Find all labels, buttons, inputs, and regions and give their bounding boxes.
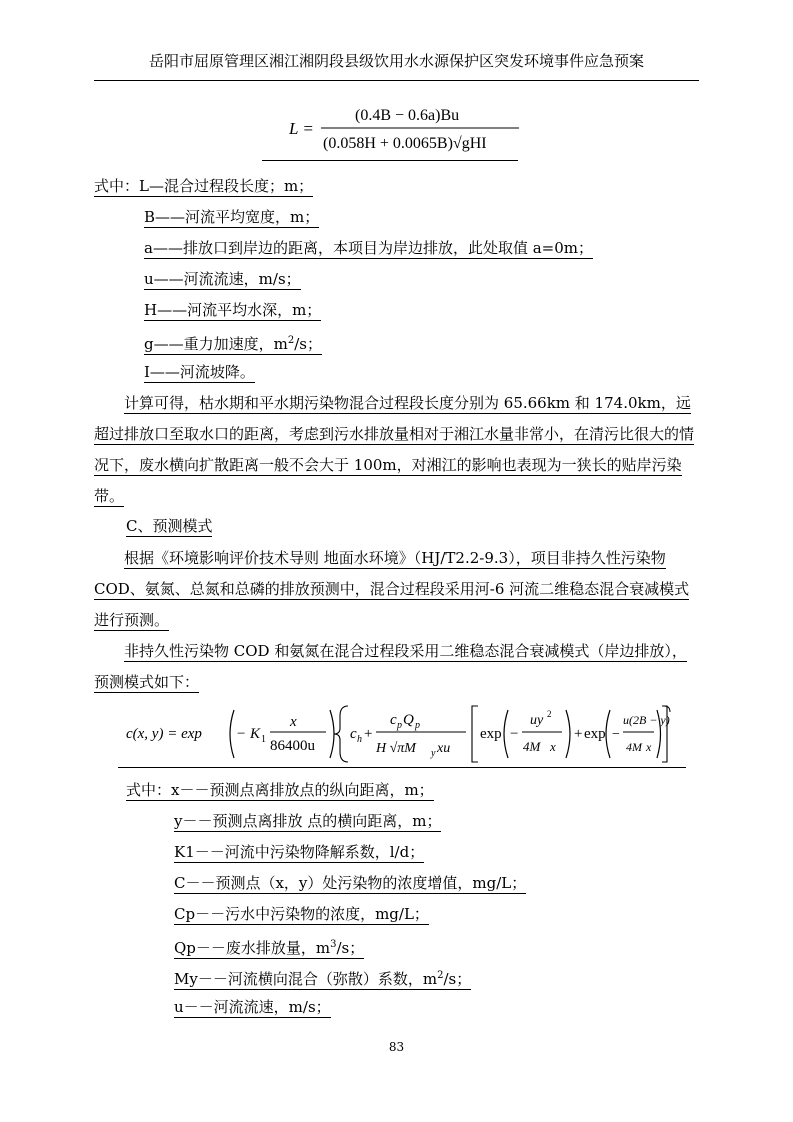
formula-L-lhs: L = <box>289 119 314 138</box>
def-K1: K1－－河流中污染物降解系数，l/d； <box>174 843 425 861</box>
paragraph-mixing-result-text: 计算可得，枯水期和平水期污染物混合过程段长度分别为 65.66km 和 174.0km，远超过排放口至取水口的距离，考虑到污水排放量相对于湘江水量非常小，在清污比很大的情况下，废水横向扩散距离一般不会大于 100m，对湘江的影响也表现为一狭长的贴岸污染带。 <box>94 394 695 505</box>
page-header-title: 岳阳市屈原管理区湘江湘阴段县级饮用水水源保护区突发环境事件应急预案 <box>148 52 644 70</box>
formula-L-numerator: (0.4B − 0.6a)Bu <box>355 107 460 124</box>
formula-c-bracket-open <box>472 706 478 762</box>
formula-2d-decay <box>126 700 671 768</box>
def-H: H——河流平均水深，m； <box>144 301 322 319</box>
formula-c-exp2-den: 4M <box>626 740 642 754</box>
formula-c-brace-open <box>334 706 348 762</box>
formula-c-exp1-num-sq: 2 <box>547 709 552 719</box>
paragraph-model-basis <box>94 543 700 636</box>
def-C: C－－预测点（x，y）处污染物的浓度增值，mg/L； <box>174 874 527 892</box>
formula-c-K: K <box>250 726 261 742</box>
formula-c-exp1-den-tail: x <box>550 739 556 754</box>
def-x: 式中：x－－预测点离排放点的纵向距离，m； <box>126 781 434 799</box>
formula-c-paren-close-1 <box>330 710 334 758</box>
formula-c-exp-1: exp <box>480 726 502 742</box>
def-I: I——河流坡降。 <box>144 363 255 381</box>
formula-c-exp2-num: u(2B − y) <box>623 713 670 727</box>
def-g-sup: 2 <box>287 335 295 346</box>
formula-c-ch-sub: h <box>357 734 362 745</box>
formula-c-frac2-den: H √πM <box>376 741 416 756</box>
formula-c-frac1-den: 86400u <box>270 738 315 754</box>
formula-c-paren-open-3 <box>606 710 610 758</box>
formula-c-minus-1: − <box>237 726 246 742</box>
formula-c-frac2-den-tail: xu <box>437 741 451 756</box>
def-g-text: g——重力加速度，m <box>144 335 288 353</box>
def-B: B——河流平均宽度，m； <box>144 208 320 226</box>
def-u: u——河流流速，m/s； <box>144 270 301 288</box>
def-My-text: My－－河流横向混合（弥散）系数，m <box>174 970 438 988</box>
def-y: y－－预测点离排放 点的横向距离，m； <box>174 812 442 830</box>
def-Qp-tail: /s； <box>336 939 365 957</box>
formula-c-K-sub: 1 <box>261 734 266 745</box>
formula-c-ch: c <box>350 726 357 742</box>
formula-c-paren-close-2 <box>566 710 570 758</box>
paragraph-model-basis-text: 根据《环境影响评价技术导则 地面水环境》（HJ/T2.2-9.3），项目非持久性污染物 COD、氨氮、总氮和总磷的排放预测中，混合过程段采用河-6 河流二维稳态混合衰减模式进行预测。 <box>94 549 690 629</box>
formula-c-paren-open-2 <box>504 710 508 758</box>
formula-L-rule <box>262 160 518 161</box>
formula-c-frac2-num-c: c <box>390 712 397 728</box>
paragraph-mixing-result <box>94 388 700 512</box>
formula-c-frac2-num-Q: Q <box>403 712 414 728</box>
formula-c-frac2-den-sub: y <box>431 748 436 759</box>
paragraph-model-intro-text: 非持久性污染物 COD 和氨氮在混合过程段采用二维稳态混合衰减模式（岸边排放），预测模式如下： <box>94 642 687 691</box>
formula-L-denominator: (0.058H + 0.0065B)√gHI <box>323 135 487 152</box>
formula-c-plus-1: + <box>364 726 373 742</box>
formula-c-minus-2: − <box>510 726 519 742</box>
formula-c-exp2-den-tail: x <box>646 740 652 754</box>
formula-c-paren-open-1 <box>230 710 234 758</box>
page-number: 83 <box>388 1040 405 1054</box>
def-Cp: Cp－－污水中污染物的浓度，mg/L； <box>174 905 429 923</box>
formula-c-plus-2: + <box>574 726 583 742</box>
formula-c-lhs: c(x, y) = exp <box>126 726 202 742</box>
def-g <box>144 331 322 355</box>
def-a: a——排放口到岸边的距离，本项目为岸边排放，此处取值 a=0m； <box>144 239 593 257</box>
formula-c-rule <box>118 767 686 768</box>
def-Qp <box>174 935 364 959</box>
formula-c-frac2-num-Q-sub: p <box>415 720 420 731</box>
def-g-tail: /s； <box>294 335 322 353</box>
formula-c-exp1-num: uy <box>530 713 544 728</box>
formula-c-frac2-num-c-sub: p <box>397 720 402 731</box>
def-My-sup: 2 <box>437 970 444 981</box>
def-Qp-sup: 3 <box>330 939 337 950</box>
formula-c-exp-2: exp <box>584 726 606 742</box>
paragraph-model-intro <box>94 636 700 698</box>
formula-c-exp1-den: 4M <box>523 739 541 754</box>
section-c-heading: C、预测模式 <box>126 517 213 535</box>
formula-c-minus-3: − <box>612 727 620 742</box>
header-divider <box>94 80 699 81</box>
def-L: 式中：L—混合过程段长度；m； <box>94 177 314 195</box>
def-u2: u－－河流流速，m/s； <box>174 998 331 1016</box>
formula-c-frac1-num: x <box>290 714 297 730</box>
def-My <box>174 966 471 990</box>
def-My-tail: /s； <box>443 970 472 988</box>
def-Qp-text: Qp－－废水排放量，m <box>174 939 331 957</box>
formula-mixing-length <box>285 100 525 158</box>
